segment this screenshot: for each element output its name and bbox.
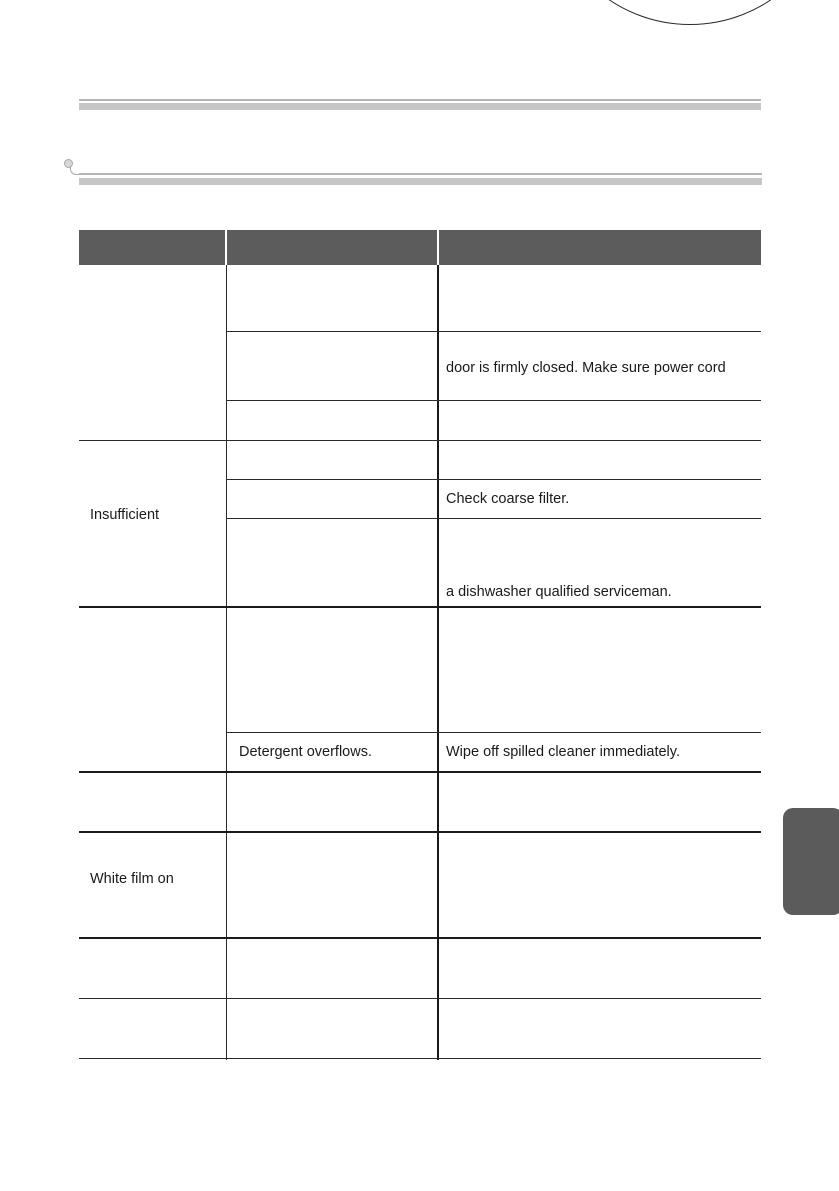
solution-text: Wipe off spilled cleaner immediately. bbox=[446, 744, 680, 760]
group-divider bbox=[79, 831, 761, 833]
row-divider bbox=[227, 518, 761, 519]
problem-text: White film on bbox=[90, 871, 174, 887]
row-divider bbox=[227, 732, 761, 733]
group-divider bbox=[79, 606, 761, 608]
problem-text: Insufficient bbox=[90, 507, 160, 523]
chapter-side-tab bbox=[783, 808, 839, 915]
table-bottom-rule bbox=[79, 1058, 761, 1059]
troubleshooting-table bbox=[79, 230, 761, 1060]
cause-text: Detergent overflows. bbox=[239, 744, 372, 760]
subsection-header-band bbox=[62, 158, 762, 186]
solution-text: a dishwasher qualified serviceman. bbox=[446, 584, 672, 600]
header-problem-cell bbox=[79, 230, 225, 265]
page-corner-arc bbox=[545, 0, 835, 25]
solution-text: Check coarse filter. bbox=[446, 491, 570, 507]
group-divider bbox=[79, 440, 761, 441]
column-divider-2 bbox=[437, 265, 439, 1060]
row-divider bbox=[227, 331, 761, 332]
solution-text: door is firmly closed. Make sure power cord bbox=[446, 360, 726, 376]
column-divider-1 bbox=[226, 265, 227, 1060]
group-divider bbox=[79, 998, 761, 999]
section-header-band bbox=[79, 99, 761, 111]
group-divider bbox=[79, 771, 761, 773]
header-cause-cell bbox=[227, 230, 437, 265]
row-divider bbox=[227, 400, 761, 401]
group-divider bbox=[79, 937, 761, 939]
row-divider bbox=[227, 479, 761, 480]
header-solution-cell bbox=[439, 230, 761, 265]
